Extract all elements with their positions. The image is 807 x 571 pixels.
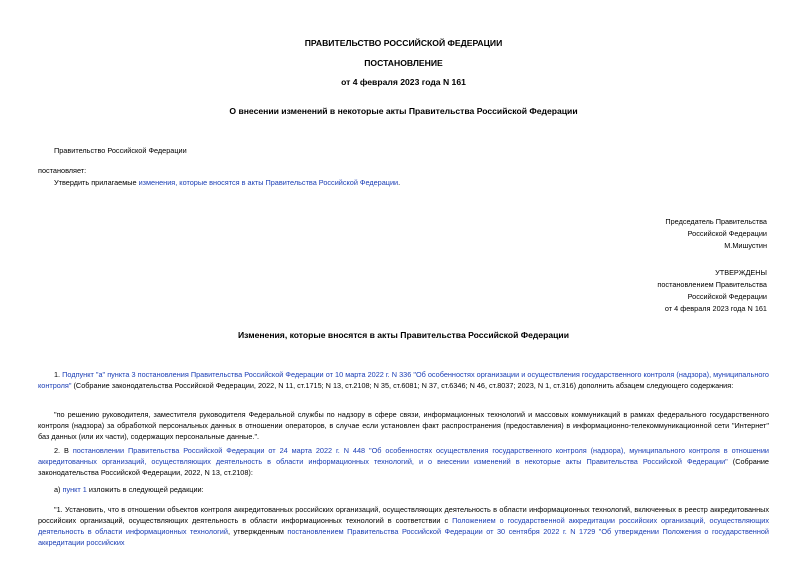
signature-block (665, 216, 767, 252)
approval-block (657, 267, 767, 315)
paragraph-2-number: 2. В (54, 446, 73, 455)
paragraph-2a-prefix: а) (54, 485, 63, 494)
document-type: ПОСТАНОВЛЕНИЕ (364, 58, 443, 68)
paragraph-2-link[interactable]: постановлении Правительства Российской Федерации от 24 марта 2022 г. N 448 "Об особенностях осуществления государственного контроля (надзора), муниципального контроля в отношении аккредитованных организаций, осуществляющих деятельность в области информационных технологий, и о внесении изменений в некоторые акты Правительства Российской Федерации" (38, 446, 769, 466)
signature-position-line1: Председатель Правительства (665, 217, 767, 226)
paragraph-3-text1: "1. Установить, что в отношении объектов контроля аккредитованных российских организаций, осуществляющих деятельность в области информационных технологий, включенных в реестр аккредитованных российских организаций, осуществляющих деятельность в области информационных технологий в соответствии с (38, 505, 769, 525)
paragraph-3-text2: , утвержденным (227, 527, 288, 536)
document-title: О внесении изменений в некоторые акты Правительства Российской Федерации (229, 106, 578, 116)
approval-line3: Российской Федерации (687, 292, 767, 301)
document-date-number: от 4 февраля 2023 года N 161 (341, 77, 466, 87)
intro-approve-item (54, 177, 400, 188)
signature-position-line2: Российской Федерации (687, 229, 767, 238)
paragraph-3 (38, 504, 769, 548)
paragraph-1-text: (Собрание законодательства Российской Федерации, 2022, N 11, ст.1715; N 13, ст.2108; N 35, ст.6081; N 37, ст.6346; N 46, ст.8037; 2023, N 1, ст.316) дополнить абзацем следующего содержания: (71, 381, 734, 390)
paragraph-2a-link[interactable]: пункт 1 (62, 485, 87, 494)
paragraph-2a-text: изложить в следующей редакции: (86, 485, 204, 494)
approval-line2: постановлением Правительства (657, 280, 767, 289)
approval-line4: от 4 февраля 2023 года N 161 (664, 304, 767, 313)
paragraph-2a (54, 484, 204, 495)
changes-title: Изменения, которые вносятся в акты Правительства Российской Федерации (237, 330, 569, 340)
intro-approve-suffix: . (398, 178, 401, 187)
signature-name: М.Мишустин (724, 241, 767, 250)
government-heading: ПРАВИТЕЛЬСТВО РОССИЙСКОЙ ФЕДЕРАЦИИ (304, 38, 503, 48)
paragraph-1-number: 1. (54, 370, 63, 379)
paragraph-3-link1[interactable]: Положением о государственной аккредитации российских организаций, осуществляющих деятельность в области информационных технологий (38, 516, 769, 536)
paragraph-2 (38, 445, 769, 478)
intro-approve-text: Утвердить прилагаемые (54, 178, 139, 187)
intro-government: Правительство Российской Федерации (54, 146, 187, 155)
approval-line1: УТВЕРЖДЕНЫ (715, 268, 767, 277)
intro-resolves: постановляет: (38, 166, 87, 175)
paragraph-1-link[interactable]: Подпункт "а" пункта 3 постановления Правительства Российской Федерации от 10 марта 2022 г. N 336 "Об особенностях организации и осуществления государственного контроля (надзора), муниципального контроля" (38, 370, 769, 390)
changes-link[interactable]: изменения, которые вносятся в акты Правительства Российской Федерации (138, 178, 399, 187)
paragraph-3-link2[interactable]: постановлением Правительства Российской Федерации от 30 сентября 2022 г. N 1729 "Об утверждении Положения о государственной аккредитации российских (38, 527, 769, 547)
quote-1: "по решению руководителя, заместителя руководителя Федеральной службы по надзору в сфере связи, информационных технологий и массовых коммуникаций в рамках федерального государственного контроля (надзора) за обработкой персональных данных в отношении операторов, в случае если установлен факт распространения (предоставления) в информационно-телекоммуникационной сети "Интернет" баз данных (или их части), содержащих персональные данные.". (38, 410, 769, 441)
paragraph-2-text: (Собрание законодательства Российской Федерации, 2022, N 13, ст.2108): (38, 457, 769, 477)
paragraph-1 (38, 369, 769, 391)
